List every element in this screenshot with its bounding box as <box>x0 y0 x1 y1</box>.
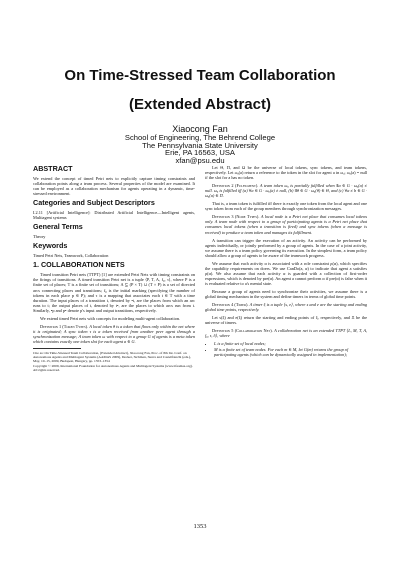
copyright-footnote: Copyright © 2009, International Foundation for Autonomous Agents and Multiagent Systems (www.ifaamas.org). All rights reserved. <box>33 363 193 372</box>
footnote-rule <box>33 348 81 349</box>
categories-heading: Categories and Subject Descriptors <box>33 198 155 208</box>
author-affiliation-1: School of Engineering, The Behrend College <box>124 133 276 142</box>
keywords-heading: Keywords <box>33 241 68 251</box>
fulfilment-paragraph: That is, a team token is fulfilled iff there is exactly one token from the local agent and one sync token from each of the group members through synchronization messages. <box>205 201 367 212</box>
paper-title: On Time-Stressed Team Collaboration <box>64 67 336 84</box>
list-item: • M is a finite set of team nodes. For each m ∈ M, let G(m) returns the group of participating agents (which can be dynamically assigned in implementation); <box>214 347 367 357</box>
left-column <box>33 165 195 372</box>
section-1-paragraph-2: We extend timed Petri nets with concepts for modeling multi-agent collaboration. <box>40 315 181 321</box>
definition-5-label: Definition 5 <box>212 328 234 334</box>
transition-paragraph: A transition can trigger the execution of an activity. An activity can be performed by agents individually, or jointly performed by a group of agents. In the case of a joint activity, we assume there is a team policy governing its execution. In the simplest form, a team policy should allow a group of agents to be aware of the teamwork progress. <box>205 237 367 258</box>
definition-5-name: (Collaboration Net). <box>234 328 273 334</box>
page-number: 1353 <box>193 523 207 530</box>
abstract-heading: ABSTRACT <box>33 164 73 173</box>
tokens-paragraph: Let Θ, Π, and Ω be the universe of local tokens, sync tokens, and team tokens, respectively. Let ωₐ(a) return a reference to the token in the slot for agent a in ωₐ; ωₐ(a) = null if the slot for a has no token. <box>205 165 367 181</box>
definition-3-text: A local node is a Petri net place that consumes local tokens only. A team node with respect to a group of participating agents is a Petri net place that consumes local tokens (when a transition is fired) and sync tokens (when a message is received) to produce a team token and manages its fulfillment. <box>205 214 368 235</box>
definition-2-name: (Fulfilment). <box>235 183 259 189</box>
definition-4 <box>205 302 367 312</box>
right-column <box>205 165 367 360</box>
categories-text: I.2.11 [Artificial Intelligence]: Distributed Artificial Intelligence—Intelligent agents, Multiagent systems <box>33 210 195 221</box>
author-block <box>0 125 400 164</box>
citation-footnote: Cite as: On Time-Stressed Team Collaboration, (Extended Abstract), Xiaocong Fan, Proc. of 8th Int. Conf. on Autonomous Agents and Multiagent Systems (AAMAS 2009), Decker, Sichman, Sierra and Castelfranchi (eds.), May, 10–15, 2009, Budapest, Hungary, pp. 1353–1354 <box>33 350 192 364</box>
abstract-text: We extend the concept of timed Petri nets to explicitly capture timing constraints and collaboration points along a team process. Several properties of the model are examined. It can be employed as a collaboration mechanism for agents operating in a dynamic, time-stressed environment. <box>33 176 195 197</box>
section-1-heading: 1. COLLABORATION NETS <box>33 260 125 270</box>
definition-2-text: A team token ωₐ is partially fulfilled when ∃a ∈ G · ωₐ(a) ≠ null. ωₐ is fulfilled iff (a) ∀a ∈ G · ωₐ(a) ≠ null, (b) ∃θ ∈ G · ωₐ(θ) ∈ Θ, and (c) ∀a ≠ b ∈ G · ωₐ(a) ∈ Π. <box>205 183 368 199</box>
author-email[interactable]: xfan@psu.edu <box>175 155 225 165</box>
keywords-text: Timed Petri Nets, Teamwork, Collaboration <box>33 253 109 259</box>
author-city: Erie, PA 16563, USA <box>165 148 235 158</box>
activity-paragraph: We assume that each activity α is associated with a role constraint ρ(α), which specifies the capability requirements on doers. We use CanDo(a, α) to indicate that agent a satisfies ρ(α). We also assume that each activity α is guarded with a collection of first-order expressions, which is denoted by pre(α). An agent a cannot perform α if pre(α) is false when it is evaluated relative to a's mental state. <box>205 260 367 286</box>
definition-5-list <box>205 341 367 357</box>
definition-1-label: Definition 1 <box>40 323 62 329</box>
list-item: • L is a finite set of local nodes; <box>214 341 367 346</box>
definition-3-name: (Node Types). <box>234 214 260 220</box>
definition-3 <box>205 214 367 234</box>
definition-4-name: (Timer). <box>234 302 249 308</box>
definition-1-text: A local token θ is a token that flows only within the net where it is originated; A sync token τ is a token received from another peer agent through a synchronization message; A team token ω with respect to a group G of agents is a meta token which contains exactly one token slot for each agent a ∈ G. <box>33 323 195 344</box>
definition-5-text: A collaboration net is an extended TTPT ⟨L, M, T, A, f₀, τ, δ⟩, where <box>205 328 368 339</box>
definition-1-name: (Token Types). <box>62 323 89 329</box>
definition-4-text: A timer ξ is a tuple ⟨s, e⟩, where s and e are the starting and ending global time points, respectively. <box>205 302 368 313</box>
definition-2-label: Definition 2 <box>212 183 234 189</box>
timer-paragraph: Let s(ξ) and e(ξ) return the starting and ending points of ξ, respectively, and Ξ be the universe of timers. <box>205 315 367 326</box>
general-terms-text: Theory <box>33 234 46 240</box>
definition-1 <box>33 324 195 344</box>
author-name: Xiaocong Fan <box>172 124 228 134</box>
general-terms-heading: General Terms <box>33 222 83 232</box>
section-1-paragraph-1: Timed transition Petri nets (TTPT) [1] are extended Petri Nets with timing constraints on the firings of transitions. A timed transition Petri net is a tuple ⟨P, T, A, f₀, τ⟩, where P is a finite set of places; T is a finite set of transitions; A ⊆ (P × T) ∪ (T × P) is a set of directed arcs connecting places and transitions; f₀ is the initial marking (specifying the number of tokens in each place p ∈ P); and τ is a mapping that associates each t ∈ T with a time duration. The input places of a transition t, denoted by •t, are the places from which an arc runs to t; the output places of t, denoted by t•, are the places to which arcs run from t. Similarly, •p and p• denote p's input and output transitions, respectively. <box>33 272 195 313</box>
timing-paragraph: Because a group of agents need to synchronize their activities, we assume there is a global timing mechanism in the system and define timers in terms of global time points. <box>205 288 367 300</box>
definition-3-label: Definition 3 <box>212 214 234 220</box>
definition-4-label: Definition 4 <box>212 302 234 308</box>
definition-2 <box>205 183 367 198</box>
paper-subtitle: (Extended Abstract) <box>129 96 271 113</box>
author-affiliation-2: The Pennsylvania State University <box>142 140 258 150</box>
definition-5 <box>205 328 367 338</box>
